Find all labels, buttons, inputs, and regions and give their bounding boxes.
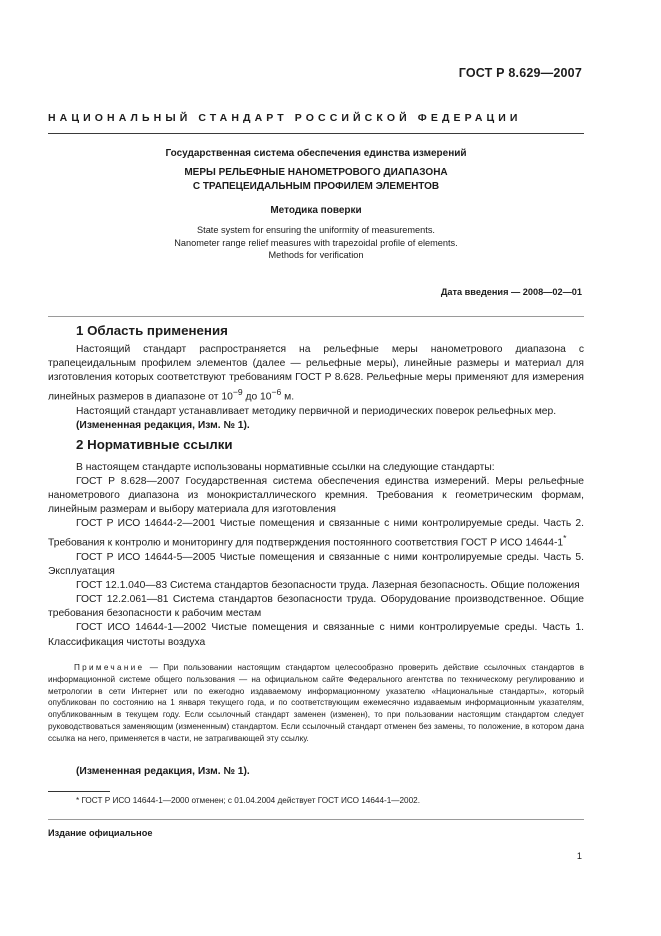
national-standard-banner: НАЦИОНАЛЬНЫЙ СТАНДАРТ РОССИЙСКОЙ ФЕДЕРАЦИИ <box>48 112 522 124</box>
header-divider <box>48 133 584 134</box>
section-1-paragraph-2: Настоящий стандарт устанавливает методику первичной и периодических поверок рельефных мер. <box>76 405 557 417</box>
english-line-2: Nanometer range relief measures with trapezoidal profile of elements. <box>174 237 458 248</box>
reference-item: ГОСТ Р ИСО 14644-2—2001 Чистые помещения и связанные с ними контролируемые среды. Часть 2. Требования к контролю и мониторингу для подтверждения постоянного соответствия ГОСТ Р ИСО 14644-1* <box>48 518 584 549</box>
footnote-separator <box>48 791 110 792</box>
footer-divider <box>48 819 584 820</box>
english-line-3: Methods for verification <box>268 250 364 260</box>
section-2-body <box>48 461 584 650</box>
document-subtitle: Методика поверки <box>270 205 362 216</box>
section-1-amendment: (Измененная редакция, Изм. № 1). <box>76 419 250 431</box>
section-2-amendment: (Измененная редакция, Изм. № 1). <box>76 766 250 777</box>
reference-item: ГОСТ ИСО 14644-1—2002 Чистые помещения и связанные с ними контролируемые среды. Часть 1. Классификация чистоты воздуха <box>48 622 584 648</box>
section-1-body <box>48 343 584 433</box>
english-title <box>48 224 584 262</box>
official-edition-label: Издание официальное <box>48 828 153 838</box>
note-label: Примечание <box>74 663 145 672</box>
date-divider <box>48 316 584 317</box>
reference-item: ГОСТ 12.2.061—81 Система стандартов безопасности труда. Оборудование производственное. Общие требования безопасности к рабочим местам <box>48 594 584 620</box>
reference-item: ГОСТ 12.1.040—83 Система стандартов безопасности труда. Лазерная безопасность. Общие положения <box>76 580 580 592</box>
reference-item: ГОСТ Р ИСО 14644-5—2005 Чистые помещения и связанные с ними контролируемые среды. Часть 5. Эксплуатация <box>48 551 584 578</box>
title-line-2: С ТРАПЕЦЕИДАЛЬНЫМ ПРОФИЛЕМ ЭЛЕМЕНТОВ <box>192 180 440 192</box>
section-1-heading: 1 Область применения <box>76 323 228 338</box>
footnote: * ГОСТ Р ИСО 14644-1—2000 отменен; с 01.04.2004 действует ГОСТ ИСО 14644-1—2002. <box>76 796 420 805</box>
footnote-marker: * <box>563 533 567 544</box>
note-text: — При пользовании настоящим стандартом целесообразно проверить действие ссылочных стандартов в информационной системе общего пользования — на официальном сайте Федерального агентства по техническому регулированию и метрологии в сети Интернет или по ежегодно издаваемому информационному указателю «Национальные стандарты», который опубликован по состоянию на 1 января текущего года, и по соответствующим ежемесячно издаваемым информационным указателям, опубликованным в текущем году. Если ссылочный стандарт заменен (изменен), то при пользовании настоящим стандартом следует руководствоваться заменяющим (измененным) стандартом. Если ссылочный стандарт отменен без замены, то положение, в котором дана ссылка на него, применяется в части, не затрагивающей эту ссылку. <box>48 663 584 743</box>
effective-date: Дата введения — 2008—02—01 <box>440 287 582 297</box>
english-line-1: State system for ensuring the uniformity of measurements. <box>197 225 435 235</box>
section-1-paragraph-1: Настоящий стандарт распространяется на рельефные меры нанометрового диапазона с трапецеидальным профилем элементов (далее — рельефные меры), линейные размеры и материал для изготовления которых соответствуют требованиям ГОСТ Р 8.628. Рельефные меры применяют для измерения линейных размеров в диапазоне от $10^{-9}$ до $10^{-6}$ м. <box>48 344 584 403</box>
section-2-heading: 2 Нормативные ссылки <box>76 437 233 452</box>
section-2-intro: В настоящем стандарте использованы нормативные ссылки на следующие стандарты: <box>76 462 495 473</box>
standard-number: ГОСТ Р 8.629—2007 <box>458 66 582 80</box>
page-number: 1 <box>576 851 582 861</box>
standard-series: Государственная система обеспечения единства измерений <box>165 148 467 159</box>
reference-item: ГОСТ Р 8.628—2007 Государственная система обеспечения единства измерений. Меры рельефные нанометрового диапазона из монокристаллического кремния. Требования к геометрическим формам, линейным размерам и выбору материала для изготовления <box>48 476 584 516</box>
title-line-1: МЕРЫ РЕЛЬЕФНЫЕ НАНОМЕТРОВОГО ДИАПАЗОНА <box>184 167 448 178</box>
note-block <box>48 662 584 745</box>
document-title <box>48 166 584 193</box>
